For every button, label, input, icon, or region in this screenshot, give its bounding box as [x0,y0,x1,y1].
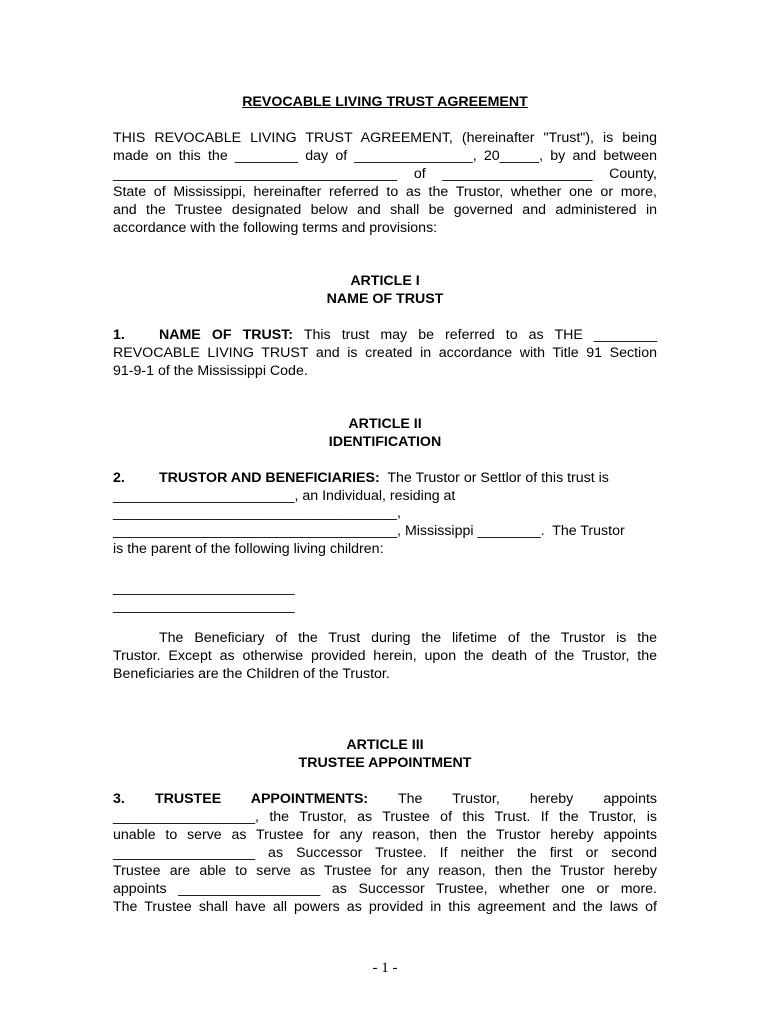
section-line: unable to serve as Trustee for any reason, then the Trustor hereby appoints [113,827,657,843]
page-number: - 1 - [372,960,398,976]
beneficiary-paragraph [113,629,657,683]
section-text: The Trustor, hereby appoints [397,791,657,807]
section-number: 1. [113,327,125,343]
section-label: TRUSTOR AND BENEFICIARIES: [159,470,380,486]
intro-line: made on this the ________ day of _______________, 20_____, by and between [113,148,657,164]
article-3-subheading: TRUSTEE APPOINTMENT [298,755,472,771]
section-line: ____________________________________, [113,505,401,521]
article-2-heading: ARTICLE II [348,416,422,432]
section-line [113,326,657,344]
section-line: Trustee are able to serve as Trustee for any reason, then the Trustor hereby [113,863,657,879]
section-line [113,790,657,808]
article-1-subheading: NAME OF TRUST [326,291,444,307]
section-line: The Trustee shall have all powers as provided in this agreement and the laws of [113,899,657,915]
section-line: REVOCABLE LIVING TRUST and is created in accordance with Title 91 Section [113,345,657,361]
section-label: TRUSTEE APPOINTMENTS: [154,791,369,807]
article-3-section [113,790,657,916]
section-line: ____________________________________, Mississippi ________. The Trustor [113,523,625,539]
intro-line: THIS REVOCABLE LIVING TRUST AGREEMENT, (hereinafter "Trust"), is being [113,130,657,146]
article-1-heading: ARTICLE I [350,273,420,289]
article-1-section [113,326,657,380]
intro-line: ____________________________________ of ___________________ County, [113,166,657,182]
section-line: appoints __________________ as Successor Trustee, whether one or more. [113,881,657,897]
section-number: 3. [113,791,125,807]
intro-line: State of Mississippi, hereinafter referred to as the Trustor, whether one or more, [113,184,657,200]
paragraph-line: Trustor. Except as otherwise provided herein, upon the death of the Trustor, the [113,648,657,664]
section-line: 91-9-1 of the Mississippi Code. [113,363,308,379]
article-2-section [113,469,657,558]
section-text: This trust may be referred to as THE ________ [303,327,658,343]
section-line: __________________, the Trustor, as Trustee of this Trust. If the Trustor, is [113,809,657,825]
section-line: _______________________, an Individual, residing at [113,488,456,504]
children-blanks [113,579,657,615]
section-line: is the parent of the following living children: [113,541,384,557]
section-text: The Trustor or Settlor of this trust is [387,470,609,486]
section-label: NAME OF TRUST: [159,327,294,343]
child-blank: _______________________ [113,598,295,614]
article-2-subheading: IDENTIFICATION [328,434,442,450]
paragraph-line: The Beneficiary of the Trust during the lifetime of the Trustor is the [159,630,657,646]
section-number: 2. [113,470,125,486]
document-title: REVOCABLE LIVING TRUST AGREEMENT [242,94,528,110]
child-blank: _______________________ [113,580,295,596]
paragraph-line: Beneficiaries are the Children of the Trustor. [113,666,390,682]
article-3-heading: ARTICLE III [346,737,424,753]
section-line [113,469,657,487]
intro-line: and the Trustee designated below and shall be governed and administered in [113,202,657,218]
section-line: __________________ as Successor Trustee. If neither the first or second [113,845,657,861]
intro-line: accordance with the following terms and provisions: [113,220,438,236]
intro-paragraph [113,129,657,237]
